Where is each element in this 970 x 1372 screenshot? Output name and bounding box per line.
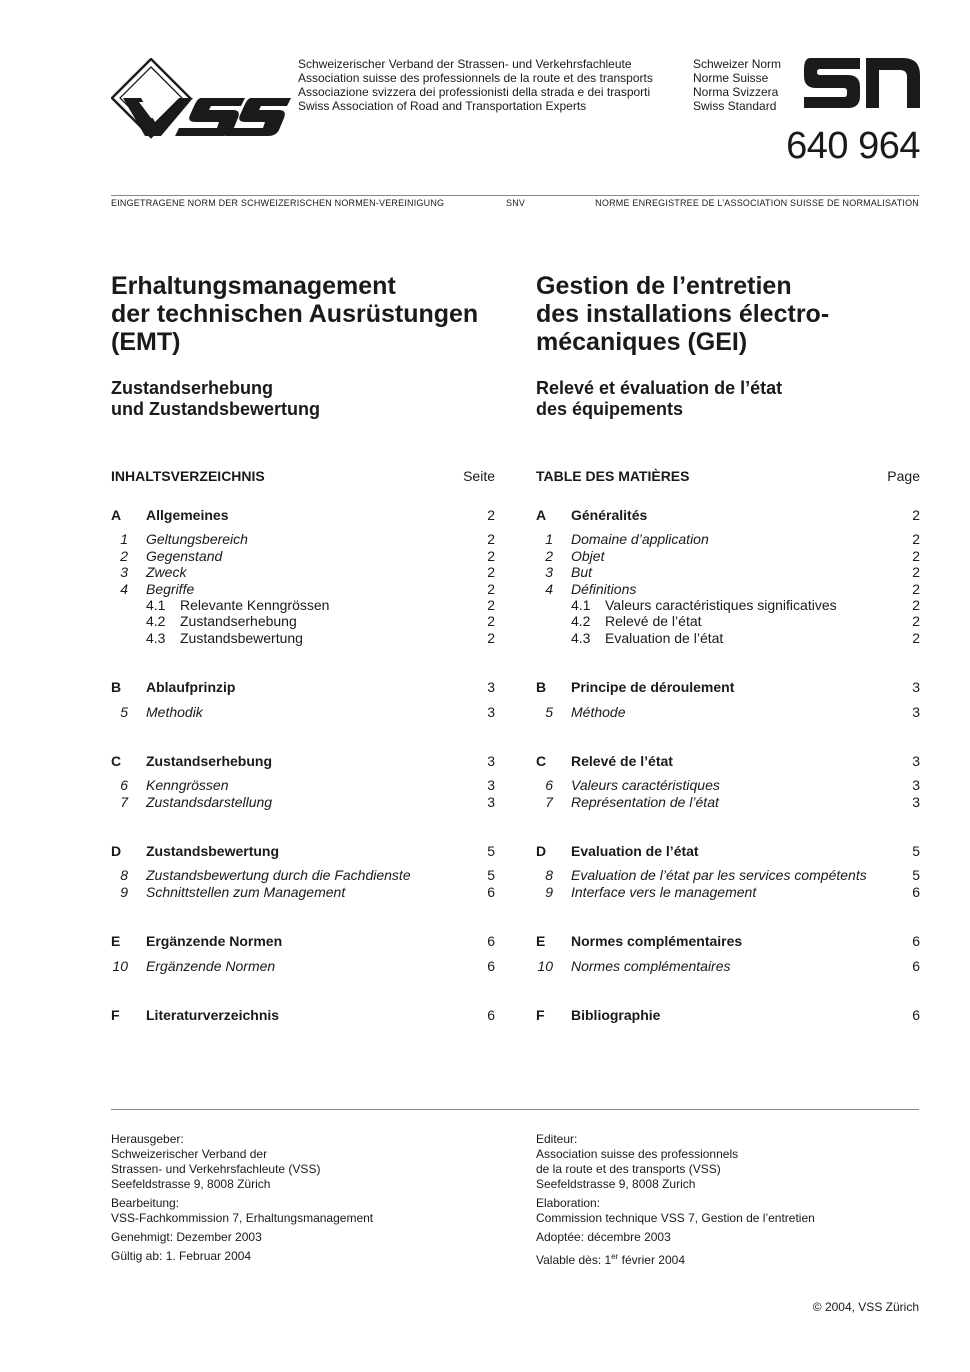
toc-entry-row <box>111 884 495 900</box>
section-title: Literaturverzeichnis <box>146 1007 280 1024</box>
entry-title: Zustandsbewertung durch die Fachdienste <box>146 867 411 884</box>
entry-page: 2 <box>912 531 920 548</box>
entry-number: 4 <box>545 580 553 597</box>
registration-note-fr: NORME ENREGISTREE DE L’ASSOCIATION SUISSE DE NORMALISATION <box>595 198 919 208</box>
toc-subentry-row <box>111 597 495 613</box>
toc-section <box>536 933 920 974</box>
association-names <box>298 57 653 113</box>
standard-type-fr: Norme Suisse <box>693 71 769 85</box>
toc-heading: INHALTSVERZEICHNIS <box>111 468 265 484</box>
entry-page: 2 <box>912 564 920 581</box>
section-page: 5 <box>912 843 920 860</box>
toc-entries <box>536 507 920 1023</box>
section-title: Relevé de l’état <box>571 752 673 769</box>
standard-type-names <box>693 57 781 113</box>
entry-page: 2 <box>912 596 920 613</box>
toc-page-label: Seite <box>463 468 495 484</box>
document-subtitle-de <box>111 378 495 420</box>
entry-number: 5 <box>120 703 128 720</box>
toc-section-row <box>111 933 495 949</box>
subtitle-line: des équipements <box>536 399 684 419</box>
entry-number: 6 <box>120 777 128 794</box>
entry-page: 5 <box>487 867 495 884</box>
publisher-line: Seefeldstrasse 9, 8008 Zurich <box>536 1177 696 1191</box>
subentry-number: 4.1 <box>571 596 591 613</box>
entry-page: 6 <box>487 957 495 974</box>
toc-section <box>111 679 495 720</box>
section-title: Zustandsbewertung <box>146 843 280 860</box>
header-divider <box>111 195 919 196</box>
document-title-fr <box>536 272 920 356</box>
entry-page: 2 <box>487 564 495 581</box>
toc-section-row <box>111 679 495 695</box>
toc-de <box>111 466 495 1031</box>
entry-title: Evaluation de l’état par les services compétents <box>571 867 867 884</box>
title-line: der technischen Ausrüstungen <box>111 300 479 328</box>
entry-title: Zustandserhebung <box>180 613 297 630</box>
entry-number: 8 <box>120 867 128 884</box>
entry-title: But <box>571 564 593 581</box>
toc-entry-row <box>111 777 495 793</box>
valid-from-suffix: février 2004 <box>618 1253 685 1267</box>
toc-entry-row <box>536 581 920 597</box>
publisher-line: Association suisse des professionnels <box>536 1147 739 1161</box>
toc-entry-row <box>111 564 495 580</box>
publisher-line: Strassen- und Verkehrsfachleute (VSS) <box>111 1162 321 1176</box>
section-letter: E <box>536 933 546 950</box>
toc-entry-row <box>536 958 920 974</box>
toc-entry-row <box>536 884 920 900</box>
editing-committee: VSS-Fachkommission 7, Erhaltungsmanagement <box>111 1211 374 1225</box>
toc-subentry-row <box>536 613 920 629</box>
toc-entry-row <box>111 548 495 564</box>
entry-page: 2 <box>912 613 920 630</box>
section-letter: E <box>111 933 121 950</box>
entry-number: 8 <box>545 867 553 884</box>
association-name-en: Swiss Association of Road and Transportation Experts <box>298 99 587 113</box>
entry-title: Zustandsbewertung <box>180 629 303 646</box>
entry-page: 6 <box>912 883 920 900</box>
toc-subentry-row <box>536 630 920 646</box>
toc-section-row <box>111 1007 495 1023</box>
toc-section-row <box>536 679 920 695</box>
toc-section-row <box>536 933 920 949</box>
section-page: 3 <box>487 752 495 769</box>
section-title: Zustandserhebung <box>146 752 273 769</box>
entry-number: 2 <box>545 547 553 564</box>
toc-entry-row <box>111 867 495 883</box>
section-page: 2 <box>912 507 920 523</box>
toc-section <box>536 753 920 810</box>
entry-page: 6 <box>487 883 495 900</box>
section-page: 6 <box>487 933 495 950</box>
publisher-line: Seefeldstrasse 9, 8008 Zürich <box>111 1177 271 1191</box>
copyright: © 2004, VSS Zürich <box>812 1300 919 1314</box>
publisher-label: Editeur: <box>536 1132 578 1146</box>
valid-from-prefix: Valable dès: 1 <box>536 1253 612 1267</box>
association-name-it: Associazione svizzera dei professionisti della strada e dei trasporti <box>298 85 651 99</box>
entry-number: 10 <box>537 957 553 974</box>
section-title: Généralités <box>571 507 648 523</box>
toc-fr <box>536 466 920 1031</box>
toc-section <box>111 753 495 810</box>
entry-title: Objet <box>571 547 605 564</box>
entry-page: 6 <box>912 957 920 974</box>
entry-title: Kenngrössen <box>146 777 229 794</box>
toc-section <box>111 933 495 974</box>
entry-page: 2 <box>487 547 495 564</box>
entry-title: Relevé de l’état <box>605 613 702 630</box>
entry-number: 9 <box>545 883 553 900</box>
entry-page: 3 <box>487 793 495 810</box>
subentry-number: 4.3 <box>146 629 166 646</box>
standard-type-en: Swiss Standard <box>693 99 777 113</box>
toc-subentry-row <box>111 613 495 629</box>
vss-logo <box>111 58 291 140</box>
entry-title: Begriffe <box>146 580 195 597</box>
title-line: Gestion de l’entretien <box>536 272 792 300</box>
association-name-fr: Association suisse des professionnels de la route et des transports <box>298 71 653 85</box>
toc-header <box>536 466 920 486</box>
association-name-de: Schweizerischer Verband der Strassen- und Verkehrsfachleute <box>298 57 632 71</box>
entry-title: Ergänzende Normen <box>146 957 276 974</box>
entry-title: Interface vers le management <box>571 883 757 900</box>
toc-entry-row <box>536 867 920 883</box>
entry-number: 10 <box>112 957 128 974</box>
toc-entry-row <box>536 794 920 810</box>
section-page: 6 <box>912 933 920 950</box>
title-line: (EMT) <box>111 328 181 356</box>
section-title: Allgemeines <box>146 507 229 523</box>
entry-number: 3 <box>545 564 553 581</box>
section-page: 3 <box>912 752 920 769</box>
toc-section <box>111 1007 495 1023</box>
entry-page: 3 <box>487 703 495 720</box>
valid-from-ordinal: er <box>611 1252 619 1261</box>
section-letter: A <box>536 507 547 523</box>
editing-label: Elaboration: <box>536 1196 601 1210</box>
entry-title: Domaine d’application <box>571 531 709 548</box>
entry-title: Définitions <box>571 580 637 597</box>
toc-entry-row <box>111 531 495 547</box>
approval-date: Adoptée: décembre 2003 <box>536 1230 671 1244</box>
sn-logo <box>804 58 920 108</box>
title-line: mécaniques (GEI) <box>536 328 748 356</box>
section-title: Normes complémentaires <box>571 933 743 950</box>
toc-section <box>111 507 495 646</box>
entry-number: 5 <box>545 703 553 720</box>
toc-header <box>111 466 495 486</box>
section-page: 3 <box>487 679 495 696</box>
toc-heading: TABLE DES MATIÈRES <box>536 468 690 484</box>
section-title: Ergänzende Normen <box>146 933 283 950</box>
section-letter: F <box>111 1007 120 1024</box>
toc-entry-row <box>536 531 920 547</box>
entry-title: Schnittstellen zum Management <box>146 883 346 900</box>
entry-number: 3 <box>120 564 128 581</box>
entry-page: 3 <box>912 703 920 720</box>
entry-page: 2 <box>912 547 920 564</box>
entry-title: Méthode <box>571 703 626 720</box>
valid-from <box>536 1249 920 1268</box>
publisher-label: Herausgeber: <box>111 1132 184 1146</box>
footer-divider <box>111 1109 919 1110</box>
registration-note-de: EINGETRAGENE NORM DER SCHWEIZERISCHEN NORMEN-VEREINIGUNG <box>111 198 445 208</box>
section-page: 3 <box>912 679 920 696</box>
entry-page: 2 <box>487 596 495 613</box>
toc-page-label: Page <box>887 468 920 484</box>
toc-section-row <box>111 753 495 769</box>
toc-section <box>536 507 920 646</box>
section-letter: C <box>111 752 122 769</box>
toc-section-row <box>536 1007 920 1023</box>
publisher-line: de la route et des transports (VSS) <box>536 1162 721 1176</box>
toc-entry-row <box>111 704 495 720</box>
entry-page: 2 <box>487 613 495 630</box>
subentry-number: 4.2 <box>146 613 166 630</box>
entry-number: 7 <box>545 793 553 810</box>
section-title: Ablaufprinzip <box>146 679 236 696</box>
section-letter: B <box>536 679 547 696</box>
entry-title: Valeurs caractéristiques significatives <box>605 596 837 613</box>
document-subtitle-fr <box>536 378 920 420</box>
entry-number: 2 <box>120 547 128 564</box>
entry-page: 3 <box>487 777 495 794</box>
entry-page: 2 <box>912 629 920 646</box>
subentry-number: 4.3 <box>571 629 591 646</box>
toc-entry-row <box>111 958 495 974</box>
entry-page: 2 <box>912 580 920 597</box>
section-letter: C <box>536 752 547 769</box>
approval-date: Genehmigt: Dezember 2003 <box>111 1230 262 1244</box>
entry-number: 9 <box>120 883 128 900</box>
entry-number: 6 <box>545 777 553 794</box>
toc-entry-row <box>536 777 920 793</box>
standard-number: 640 964 <box>786 125 920 167</box>
toc-subentry-row <box>536 597 920 613</box>
toc-entry-row <box>111 581 495 597</box>
subentry-number: 4.2 <box>571 613 591 630</box>
subtitle-line: Zustandserhebung <box>111 378 274 398</box>
entry-page: 3 <box>912 793 920 810</box>
toc-entry-row <box>536 548 920 564</box>
section-page: 6 <box>487 1007 495 1024</box>
title-line: Erhaltungsmanagement <box>111 272 396 300</box>
entry-title: Normes complémentaires <box>571 957 731 974</box>
entry-page: 2 <box>487 580 495 597</box>
entry-page: 2 <box>487 531 495 548</box>
editing-label: Bearbeitung: <box>111 1196 180 1210</box>
standard-type-it: Norma Svizzera <box>693 85 779 99</box>
entry-title: Gegenstand <box>146 547 223 564</box>
toc-entry-row <box>111 794 495 810</box>
entry-page: 5 <box>912 867 920 884</box>
entry-number: 1 <box>120 531 128 548</box>
section-title: Bibliographie <box>571 1007 661 1024</box>
subtitle-line: und Zustandsbewertung <box>111 399 320 419</box>
standard-type-de: Schweizer Norm <box>693 57 782 71</box>
publication-info-fr <box>536 1132 920 1268</box>
entry-page: 3 <box>912 777 920 794</box>
editing-committee: Commission technique VSS 7, Gestion de l’entretien <box>536 1211 815 1225</box>
entry-number: 4 <box>120 580 128 597</box>
entry-title: Methodik <box>146 703 203 720</box>
toc-section <box>536 1007 920 1023</box>
section-page: 5 <box>487 843 495 860</box>
toc-section <box>536 843 920 900</box>
entry-title: Geltungsbereich <box>146 531 248 548</box>
toc-section-row <box>536 843 920 859</box>
entry-title: Zweck <box>146 564 187 581</box>
section-letter: A <box>111 507 122 523</box>
entry-title: Valeurs caractéristiques <box>571 777 720 794</box>
subentry-number: 4.1 <box>146 596 166 613</box>
section-page: 6 <box>912 1007 920 1024</box>
document-title-de <box>111 272 495 356</box>
section-letter: D <box>111 843 122 860</box>
publisher-line: Schweizerischer Verband der <box>111 1147 268 1161</box>
toc-entry-row <box>536 704 920 720</box>
toc-section-row <box>111 843 495 859</box>
toc-entries <box>111 507 495 1023</box>
entry-title: Représentation de l’état <box>571 793 719 810</box>
toc-section-row <box>536 507 920 523</box>
toc-subentry-row <box>111 630 495 646</box>
toc-section <box>111 843 495 900</box>
section-letter: B <box>111 679 122 696</box>
entry-number: 1 <box>545 531 553 548</box>
section-page: 2 <box>487 507 495 523</box>
entry-title: Evaluation de l’état <box>605 629 724 646</box>
section-title: Principe de déroulement <box>571 679 735 696</box>
entry-number: 7 <box>120 793 128 810</box>
toc-section <box>536 679 920 720</box>
valid-from: Gültig ab: 1. Februar 2004 <box>111 1249 252 1263</box>
section-letter: F <box>536 1007 545 1024</box>
entry-title: Relevante Kenngrössen <box>180 596 330 613</box>
toc-section-row <box>111 507 495 523</box>
section-title: Evaluation de l’état <box>571 843 699 860</box>
publication-info-de <box>111 1132 495 1264</box>
toc-section-row <box>536 753 920 769</box>
entry-title: Zustandsdarstellung <box>146 793 273 810</box>
title-line: des installations électro- <box>536 300 830 328</box>
entry-page: 2 <box>487 629 495 646</box>
registration-snv: SNV <box>506 198 526 208</box>
subtitle-line: Relevé et évaluation de l’état <box>536 378 783 398</box>
section-letter: D <box>536 843 547 860</box>
toc-entry-row <box>536 564 920 580</box>
